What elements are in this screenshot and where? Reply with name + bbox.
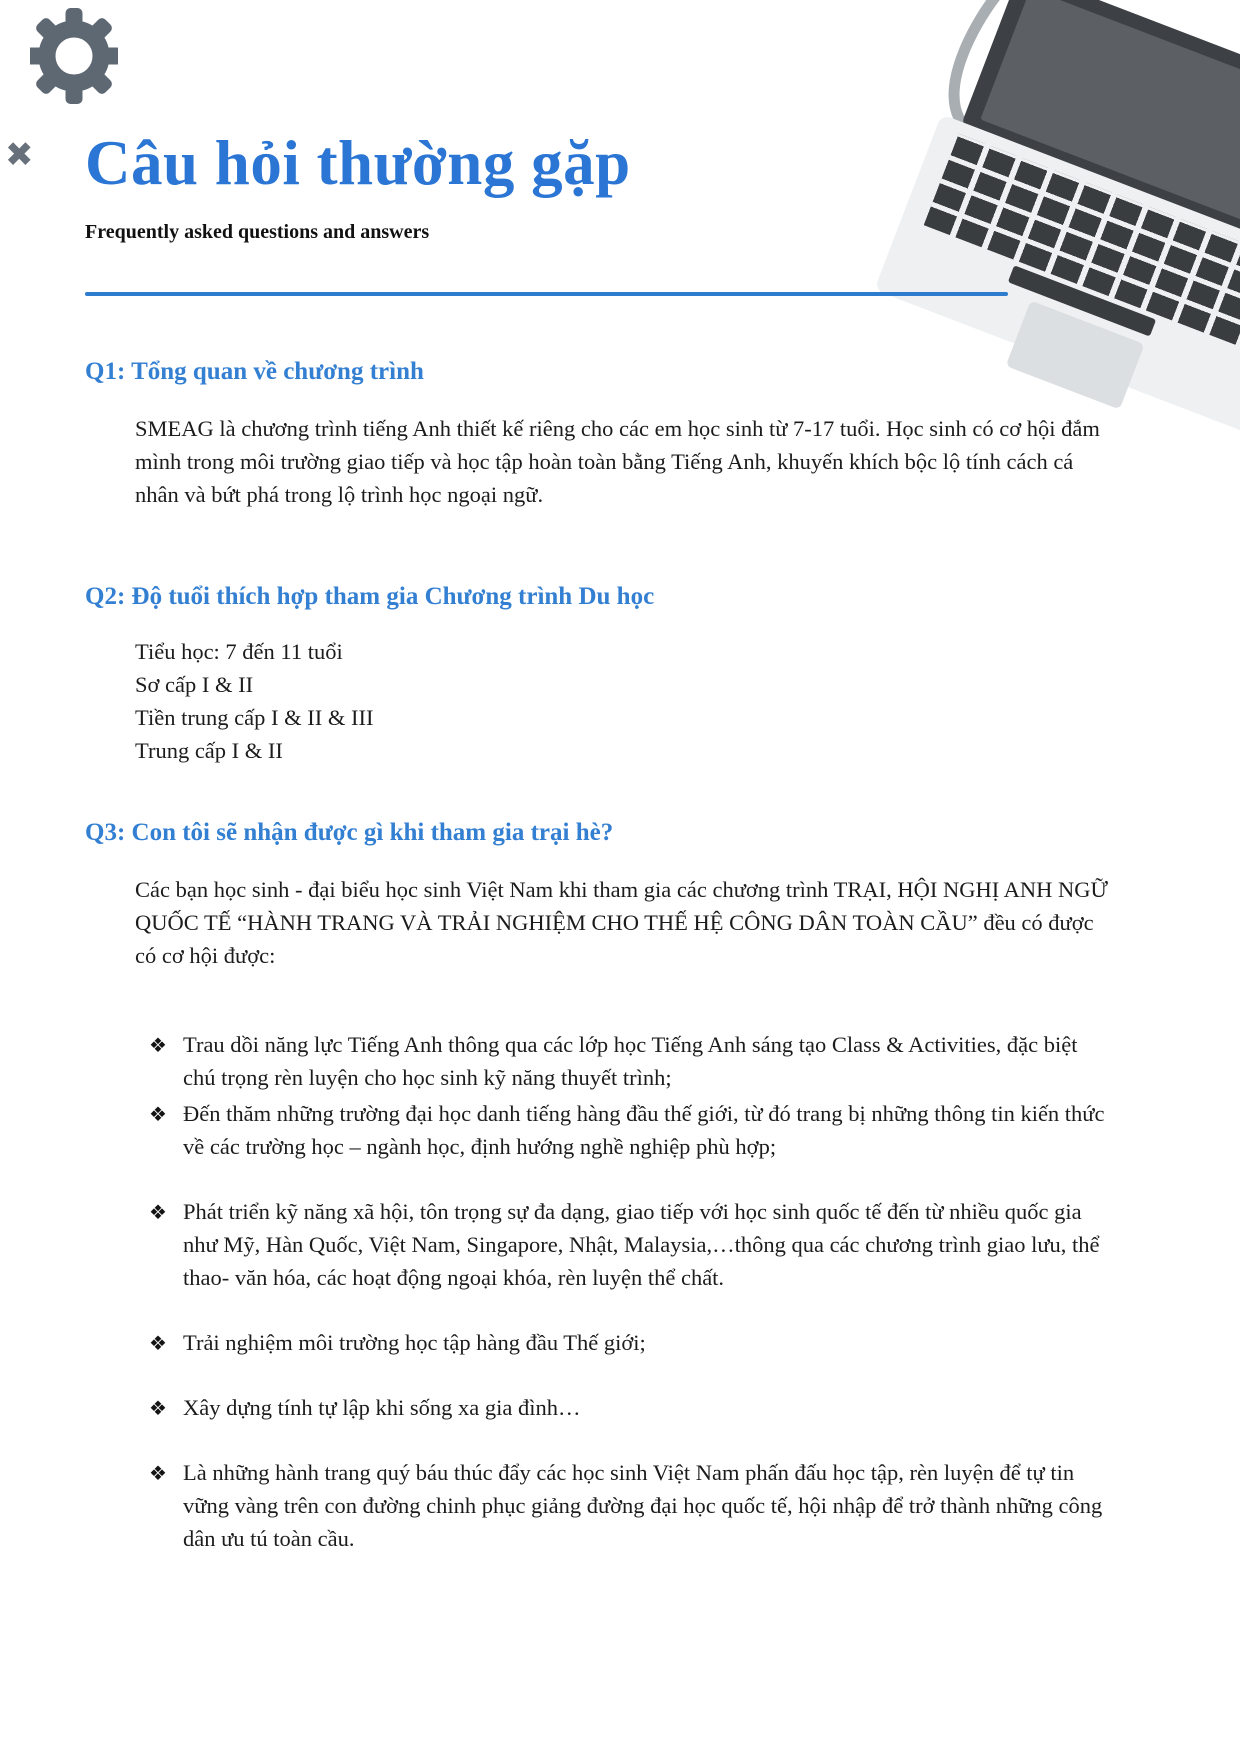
gear-icon bbox=[30, 6, 118, 111]
q2-age-line: Tiền trung cấp I & II & III bbox=[135, 705, 374, 731]
diamond-bullet-icon: ❖ bbox=[149, 1101, 167, 1126]
list-item bbox=[149, 1326, 1113, 1359]
section-q3 bbox=[85, 819, 1120, 1555]
q2-age-line: Sơ cấp I & II bbox=[135, 672, 254, 697]
list-item bbox=[149, 1195, 1113, 1294]
faq-document bbox=[85, 124, 1120, 1555]
divider-line bbox=[85, 292, 1008, 296]
section-q2 bbox=[85, 583, 1120, 767]
q3-intro-paragraph: Các bạn học sinh - đại biểu học sinh Việt Nam khi tham gia các chương trình TRẠI, HỘI NGHỊ ANH NGỮ QUỐC TẾ “HÀNH TRANG VÀ TRẢI NGHIỆM CHO THẾ HỆ CÔNG DÂN TOÀN CẦU” đều có được có cơ hội được: bbox=[135, 877, 1108, 969]
list-item-text: Trau dồi năng lực Tiếng Anh thông qua các lớp học Tiếng Anh sáng tạo Class & Activities, đặc biệt chú trọng rèn luyện cho học sinh kỹ năng thuyết trình; bbox=[183, 1032, 1078, 1091]
q2-heading: Q2: Độ tuổi thích hợp tham gia Chương trình Du học bbox=[85, 582, 655, 610]
page-subtitle: Frequently asked questions and answers bbox=[85, 220, 430, 243]
list-item-text: Là những hành trang quý báu thúc đẩy các học sinh Việt Nam phấn đấu học tập, rèn luyện để tự tin vững vàng trên con đường chinh phục giảng đường đại học quốc tế, hội nhập để trở thành những công dân ưu tú toàn cầu. bbox=[183, 1459, 1103, 1552]
section-q1 bbox=[85, 358, 1120, 511]
list-item bbox=[149, 1028, 1113, 1094]
diamond-bullet-icon: ❖ bbox=[149, 1033, 167, 1058]
list-item-text: Xây dựng tính tự lập khi sống xa gia đình… bbox=[183, 1394, 581, 1420]
diamond-bullet-icon: ❖ bbox=[149, 1199, 167, 1224]
list-item-text: Đến thăm những trường đại học danh tiếng hàng đầu thế giới, từ đó trang bị những thông tin kiến thức về các trường học – ngành học, định hướng nghề nghiệp phù hợp; bbox=[183, 1100, 1105, 1159]
diamond-bullet-icon: ❖ bbox=[149, 1330, 167, 1355]
q3-heading: Q3: Con tôi sẽ nhận được gì khi tham gia trại hè? bbox=[85, 819, 614, 847]
q3-benefit-list bbox=[149, 1028, 1120, 1555]
q1-heading: Q1: Tổng quan về chương trình bbox=[85, 357, 424, 385]
list-item bbox=[149, 1456, 1113, 1555]
diamond-bullet-icon: ❖ bbox=[149, 1460, 167, 1485]
q1-paragraph: SMEAG là chương trình tiếng Anh thiết kế riêng cho các em học sinh từ 7-17 tuổi. Học sinh có cơ hội đắm mình trong môi trường giao tiếp và học tập hoàn toàn bằng Tiếng Anh, khuyến khích bộc lộ tính cách cá nhân và bứt phá trong lộ trình học ngoại ngữ. bbox=[135, 415, 1100, 507]
close-icon: ✖ bbox=[5, 135, 34, 175]
q2-age-line: Trung cấp I & II bbox=[135, 738, 283, 764]
list-item-text: Trải nghiệm môi trường học tập hàng đầu Thế giới; bbox=[183, 1329, 646, 1355]
diamond-bullet-icon: ❖ bbox=[149, 1395, 167, 1420]
list-item bbox=[149, 1097, 1113, 1163]
page-title: Câu hỏi thường gặp bbox=[85, 128, 631, 198]
q2-age-line: Tiểu học: 7 đến 11 tuổi bbox=[135, 638, 343, 664]
list-item bbox=[149, 1391, 1113, 1424]
q2-age-list bbox=[135, 635, 1120, 767]
list-item-text: Phát triển kỹ năng xã hội, tôn trọng sự đa dạng, giao tiếp với học sinh quốc tế đến từ nhiều quốc gia như Mỹ, Hàn Quốc, Việt Nam, Singapore, Nhật, Malaysia,…thông qua các chương trình giao lưu, thể thao- văn hóa, các hoạt động ngoại khóa, rèn luyện thể chất. bbox=[183, 1198, 1100, 1290]
